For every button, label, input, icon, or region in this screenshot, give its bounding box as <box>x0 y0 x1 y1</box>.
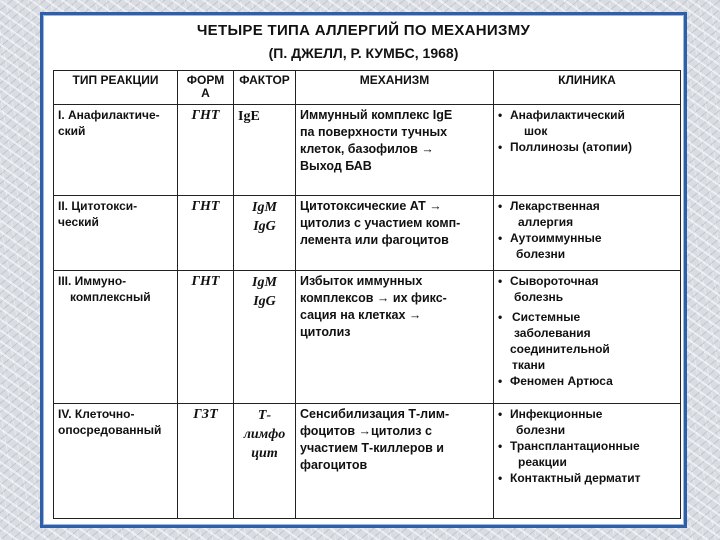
slide-frame <box>40 12 687 528</box>
clinic-cell <box>494 105 681 196</box>
bullet-icon: • <box>498 231 503 245</box>
factor-cell <box>234 105 296 196</box>
factor-line: IgE <box>238 109 260 124</box>
clinic-item <box>498 406 676 438</box>
type-line: комплексный <box>70 290 151 304</box>
type-line: I. Анафилактиче- <box>58 108 160 122</box>
form-cell: ГНТ <box>178 196 234 271</box>
form-cell: ГНТ <box>178 105 234 196</box>
bullet-icon: • <box>498 310 503 324</box>
header-clinic: КЛИНИКА <box>494 71 681 105</box>
clinic-line: реакции <box>518 455 567 469</box>
mechanism-line: Избыток иммунных <box>300 274 423 288</box>
mechanism-line: лемента или фагоцитов <box>300 233 449 247</box>
factor-cell <box>234 271 296 404</box>
slide-content <box>53 21 674 519</box>
bullet-icon: • <box>498 407 503 421</box>
factor-line: IgM <box>252 275 277 290</box>
header-factor: ФАКТОР <box>234 71 296 105</box>
clinic-line: Сывороточная <box>510 274 599 288</box>
mechanism-line: Цитотоксические АТ → <box>300 199 442 213</box>
clinic-line: соединительной <box>510 342 610 356</box>
bullet-icon: • <box>498 108 503 122</box>
factor-line: IgM <box>252 200 277 215</box>
type-line: IV. Клеточно- <box>58 407 135 421</box>
type-cell <box>54 196 178 271</box>
clinic-cell <box>494 196 681 271</box>
mechanism-line: па поверхности тучных <box>300 125 448 139</box>
mechanism-line: Сенсибилизация Т-лим- <box>300 407 450 421</box>
table-row <box>54 105 681 196</box>
bullet-icon: • <box>498 199 503 213</box>
clinic-item <box>498 198 676 230</box>
header-mechanism: МЕХАНИЗМ <box>296 71 494 105</box>
clinic-line: Анафилактический <box>510 108 625 122</box>
clinic-line: Лекарственная <box>510 199 600 213</box>
bullet-icon: • <box>498 439 503 453</box>
mechanism-line: фоцитов →цитолиз с <box>300 424 432 438</box>
slide-title: ЧЕТЫРЕ ТИПА АЛЛЕРГИЙ ПО МЕХАНИЗМУ <box>196 22 531 39</box>
table-header-row <box>54 71 681 105</box>
clinic-line: болезни <box>516 247 566 261</box>
mechanism-line: клеток, базофилов → <box>300 142 434 156</box>
factor-line: лимфо <box>243 427 286 442</box>
mechanism-line: цитолиз с участием комп- <box>300 216 461 230</box>
type-line: ческий <box>58 215 99 229</box>
clinic-line: болезнь <box>514 290 564 304</box>
header-form-line2: А <box>201 86 210 100</box>
clinic-line: ткани <box>512 358 546 372</box>
mechanism-line: комплексов → их фикс- <box>300 291 447 305</box>
type-line: ский <box>58 124 86 138</box>
bullet-icon: • <box>498 274 503 288</box>
clinic-line: болезни <box>516 423 566 437</box>
type-cell <box>54 271 178 404</box>
clinic-line: Инфекционные <box>510 407 603 421</box>
clinic-line: Аутоиммунные <box>510 231 602 245</box>
type-cell <box>54 404 178 519</box>
clinic-item <box>498 309 676 373</box>
clinic-line: Системные <box>512 310 581 324</box>
clinic-item <box>498 230 676 262</box>
clinic-item <box>498 139 676 155</box>
factor-line: цит <box>251 446 278 461</box>
type-line: II. Цитотокси- <box>58 199 138 213</box>
clinic-line: Трансплантационные <box>510 439 640 453</box>
allergy-types-table <box>53 70 681 519</box>
factor-line: IgG <box>253 219 276 234</box>
clinic-item <box>498 373 676 389</box>
clinic-cell <box>494 404 681 519</box>
factor-line: Т- <box>257 408 272 423</box>
table-row <box>54 271 681 404</box>
mechanism-cell <box>296 271 494 404</box>
slide-subtitle: (П. ДЖЕЛЛ, Р. КУМБС, 1968) <box>268 45 459 61</box>
clinic-line: Поллинозы (атопии) <box>510 140 632 154</box>
clinic-cell <box>494 271 681 404</box>
bullet-icon: • <box>498 374 503 388</box>
mechanism-line: цитолиз <box>300 325 351 339</box>
clinic-item <box>498 273 676 305</box>
factor-line: IgG <box>253 294 276 309</box>
mechanism-line: сация на клетках → <box>300 308 422 322</box>
mechanism-line: фагоцитов <box>300 458 368 472</box>
table-row <box>54 404 681 519</box>
header-form <box>178 71 234 105</box>
type-line: III. Иммуно- <box>58 274 127 288</box>
header-form-line1: ФОРМ <box>186 73 225 87</box>
mechanism-line: участием Т-киллеров и <box>300 441 444 455</box>
clinic-line: Контактный дерматит <box>510 471 641 485</box>
type-cell <box>54 105 178 196</box>
clinic-item <box>498 107 676 139</box>
type-line: опосредованный <box>58 423 162 437</box>
factor-cell <box>234 404 296 519</box>
mechanism-cell <box>296 105 494 196</box>
clinic-item <box>498 470 676 486</box>
header-type: ТИП РЕАКЦИИ <box>54 71 178 105</box>
clinic-line: Феномен Артюса <box>510 374 613 388</box>
clinic-line: заболевания <box>514 326 591 340</box>
table-row <box>54 196 681 271</box>
clinic-item <box>498 438 676 470</box>
clinic-line: аллергия <box>518 215 574 229</box>
mechanism-cell <box>296 404 494 519</box>
mechanism-line: Иммунный комплекс IgE <box>300 108 453 122</box>
bullet-icon: • <box>498 471 503 485</box>
mechanism-cell <box>296 196 494 271</box>
clinic-line: шок <box>524 124 548 138</box>
factor-cell <box>234 196 296 271</box>
mechanism-line: Выход БАВ <box>300 159 372 173</box>
form-cell: ГНТ <box>178 271 234 404</box>
bullet-icon: • <box>498 140 503 154</box>
form-cell: ГЗТ <box>178 404 234 519</box>
